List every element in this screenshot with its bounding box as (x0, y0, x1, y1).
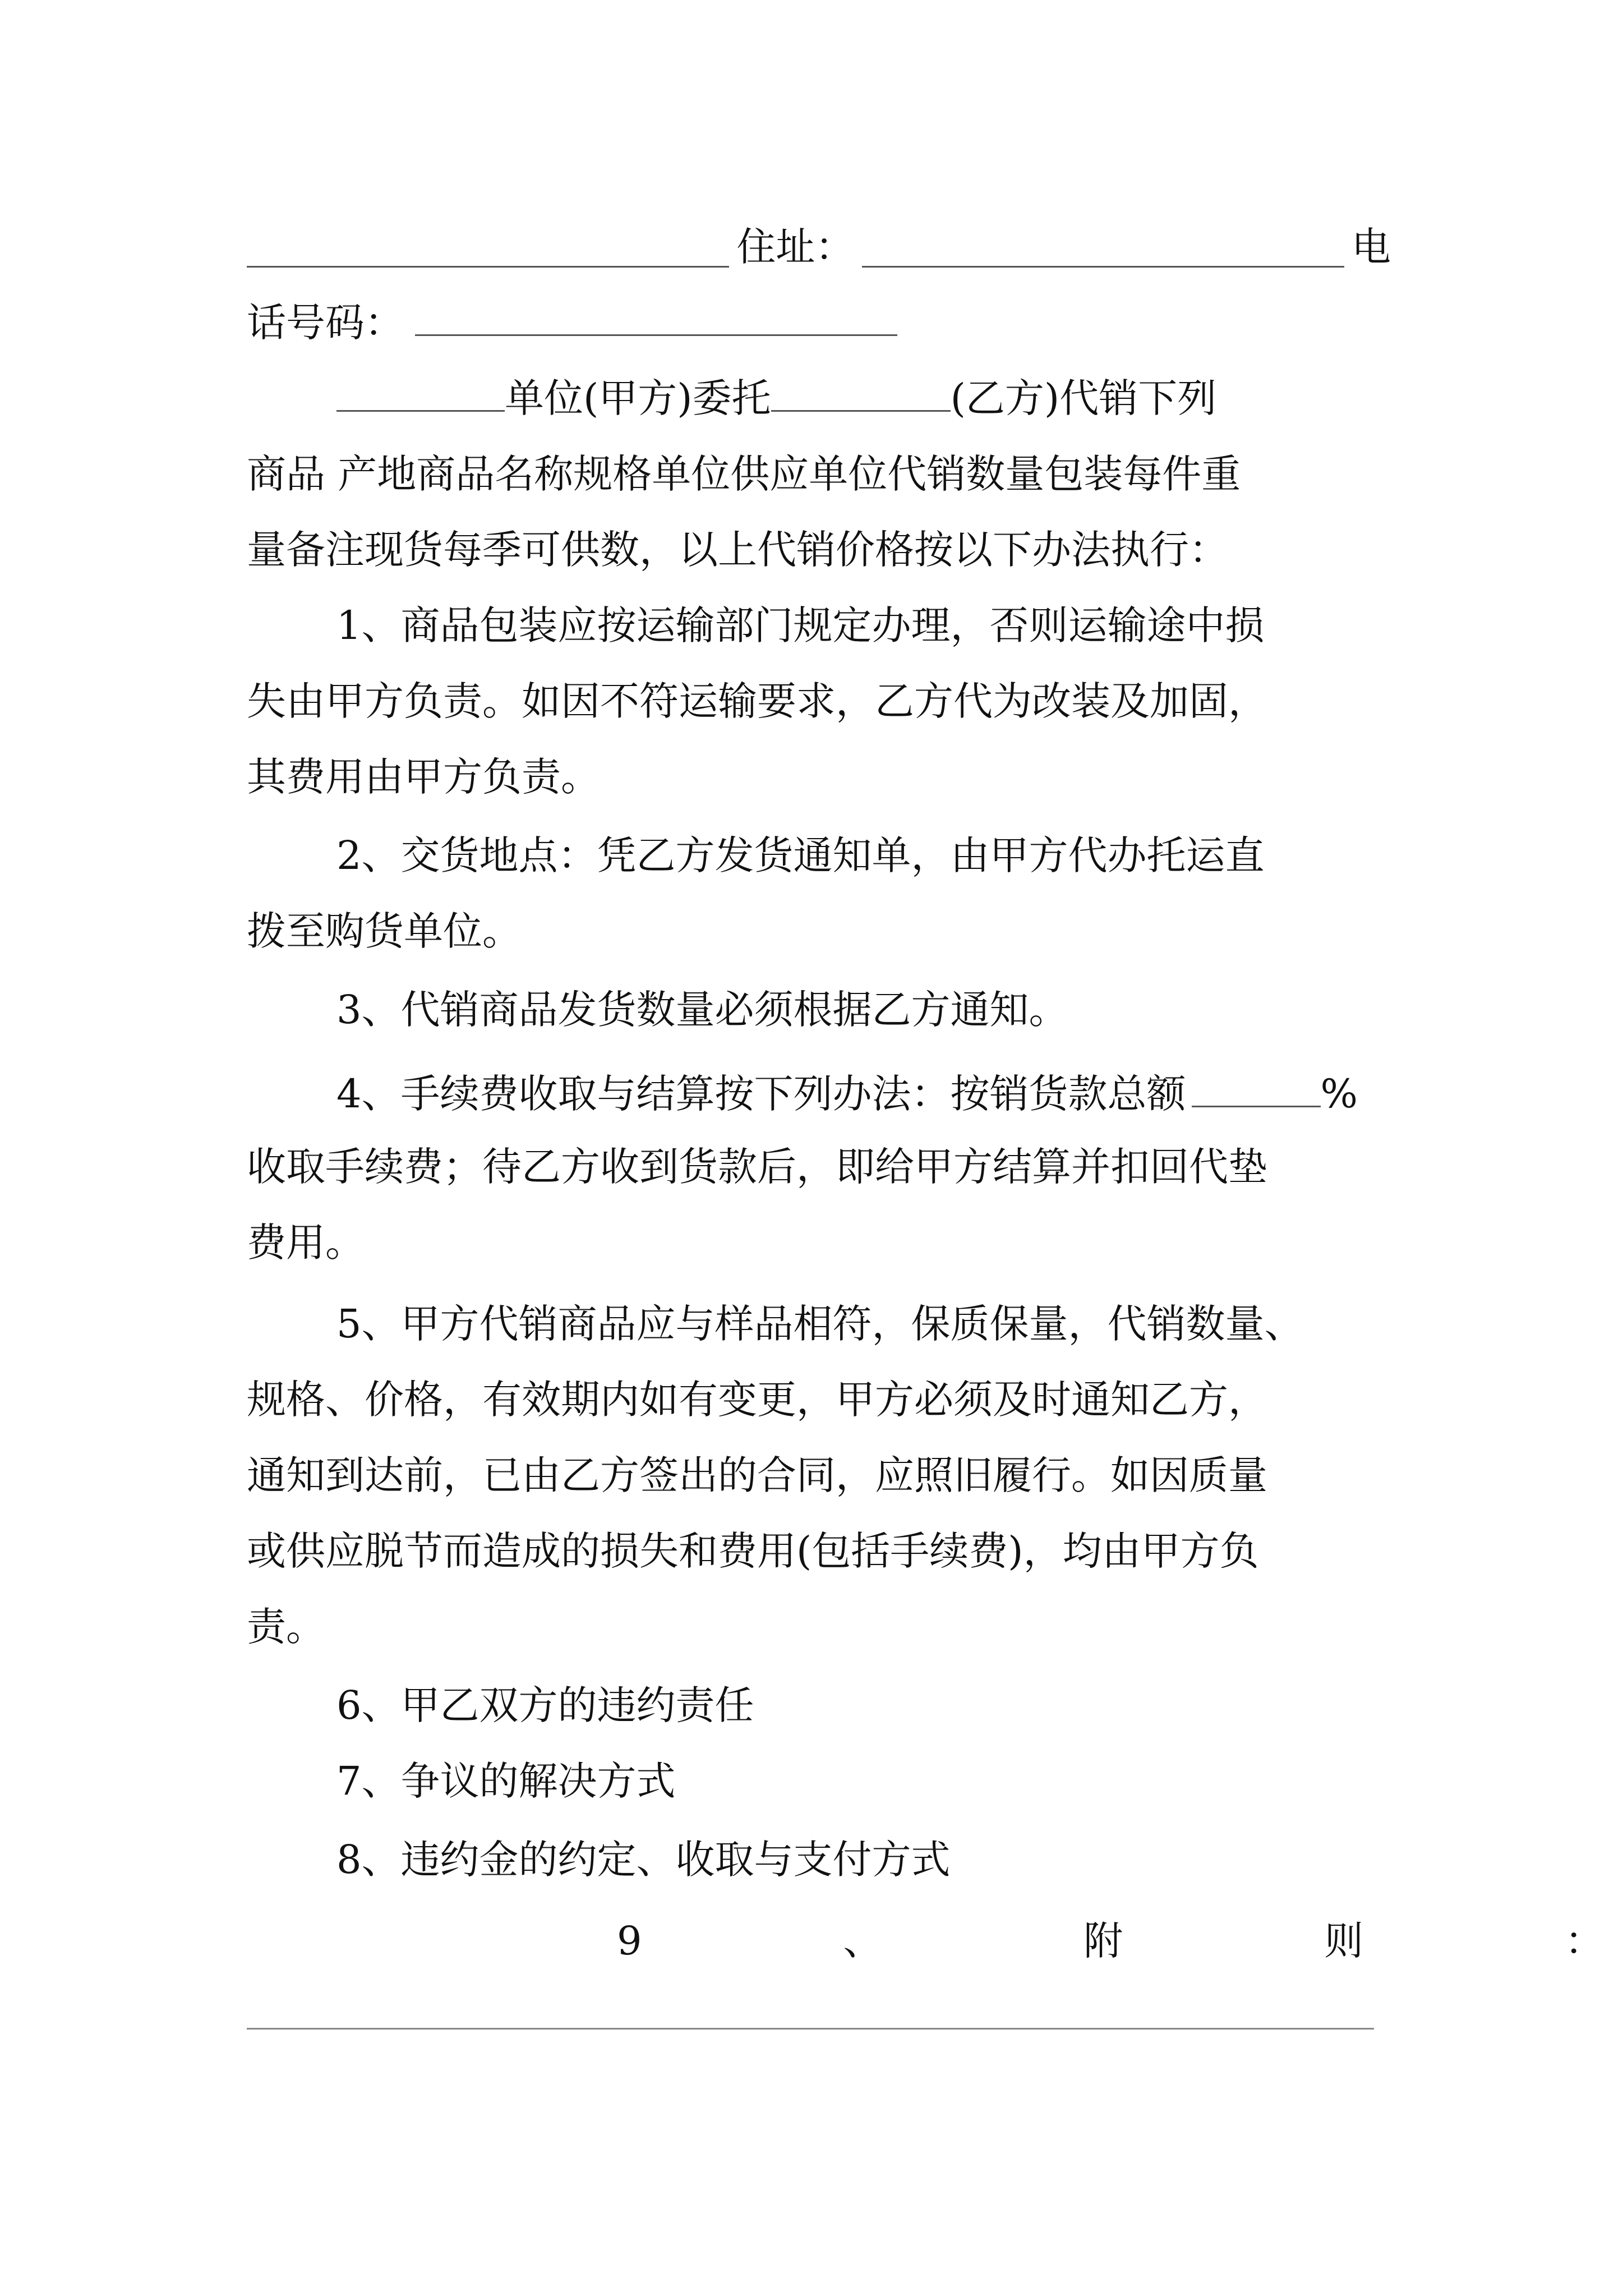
address-blank[interactable] (862, 227, 1344, 268)
party-b-blank[interactable] (771, 371, 951, 412)
body-line-5: 量备注现货每季可供数，以上代销价格按以下办法执行： (247, 527, 1228, 573)
clause-1-line-2: 失由甲方负责。如因不符运输要求，乙方代为改装及加固， (247, 678, 1267, 724)
phone-label-start: 电 (1351, 224, 1391, 270)
clause-9-number: 9 (617, 1918, 642, 1964)
clause-2-line-1: 2、交货地点：凭乙方发货通知单，由甲方代办托运直 (336, 832, 1265, 878)
phone-label-end: 话号码： (247, 300, 404, 346)
party-a-blank[interactable] (336, 371, 505, 412)
clause-4-line-2: 收取手续费；待乙方收到货款后，即给甲方结算并扣回代垫 (247, 1144, 1267, 1190)
clause-7: 7、争议的解决方式 (336, 1758, 676, 1804)
clause-5-line-3: 通知到达前，已由乙方签出的合同，应照旧履行。如因质量 (247, 1452, 1267, 1498)
phone-blank[interactable] (415, 295, 897, 336)
clause-5-line-4: 或供应脱节而造成的损失和费用(包括手续费)，均由甲方负 (247, 1528, 1259, 1574)
clause-1-line-3: 其费用由甲方负责。 (247, 754, 600, 800)
name-blank[interactable] (247, 227, 729, 268)
clause-4-line-1 (247, 1055, 1391, 1133)
clause-9-colon: ： (1564, 1918, 1604, 1964)
clause-6: 6、甲乙双方的违约责任 (336, 1682, 754, 1728)
entrust-text-2: (乙方)代销下列 (950, 375, 1217, 421)
clause-4-line-3: 费用。 (247, 1220, 365, 1266)
clause-5-line-1: 5、甲方代销商品应与样品相符，保质保量，代销数量、 (336, 1301, 1304, 1347)
clause-9-separator: 、 (843, 1918, 883, 1964)
entrust-text-1: 单位(甲方)委托 (505, 375, 771, 421)
address-phone-line (247, 208, 1391, 286)
entrust-line (247, 359, 1391, 438)
clause-8: 8、违约金的约定、收取与支付方式 (336, 1837, 951, 1883)
clause-9 (247, 1902, 1604, 1980)
clause-9-word-1: 附 (1083, 1918, 1123, 1964)
clause-1-line-1: 1、商品包装应按运输部门规定办理，否则运输途中损 (336, 602, 1265, 648)
clause-9-word-2: 则 (1324, 1918, 1364, 1964)
clause-4-text: 4、手续费收取与结算按下列办法：按销货款总额 (336, 1071, 1186, 1117)
body-line-4: 商品 产地商品名称规格单位供应单位代销数量包装每件重 (247, 451, 1241, 497)
clause-2-line-2: 拨至购货单位。 (247, 908, 522, 954)
address-label: 住址： (736, 224, 855, 270)
percent-sign: % (1320, 1071, 1358, 1117)
clause-5-line-5: 责。 (247, 1604, 325, 1650)
clause-3: 3、代销商品发货数量必须根据乙方通知。 (336, 987, 1068, 1033)
appendix-blank-line[interactable] (247, 2028, 1374, 2030)
clause-5-line-2: 规格、价格，有效期内如有变更，甲方必须及时通知乙方， (247, 1377, 1267, 1423)
phone-line (247, 283, 1391, 362)
fee-percent-blank[interactable] (1192, 1066, 1321, 1107)
